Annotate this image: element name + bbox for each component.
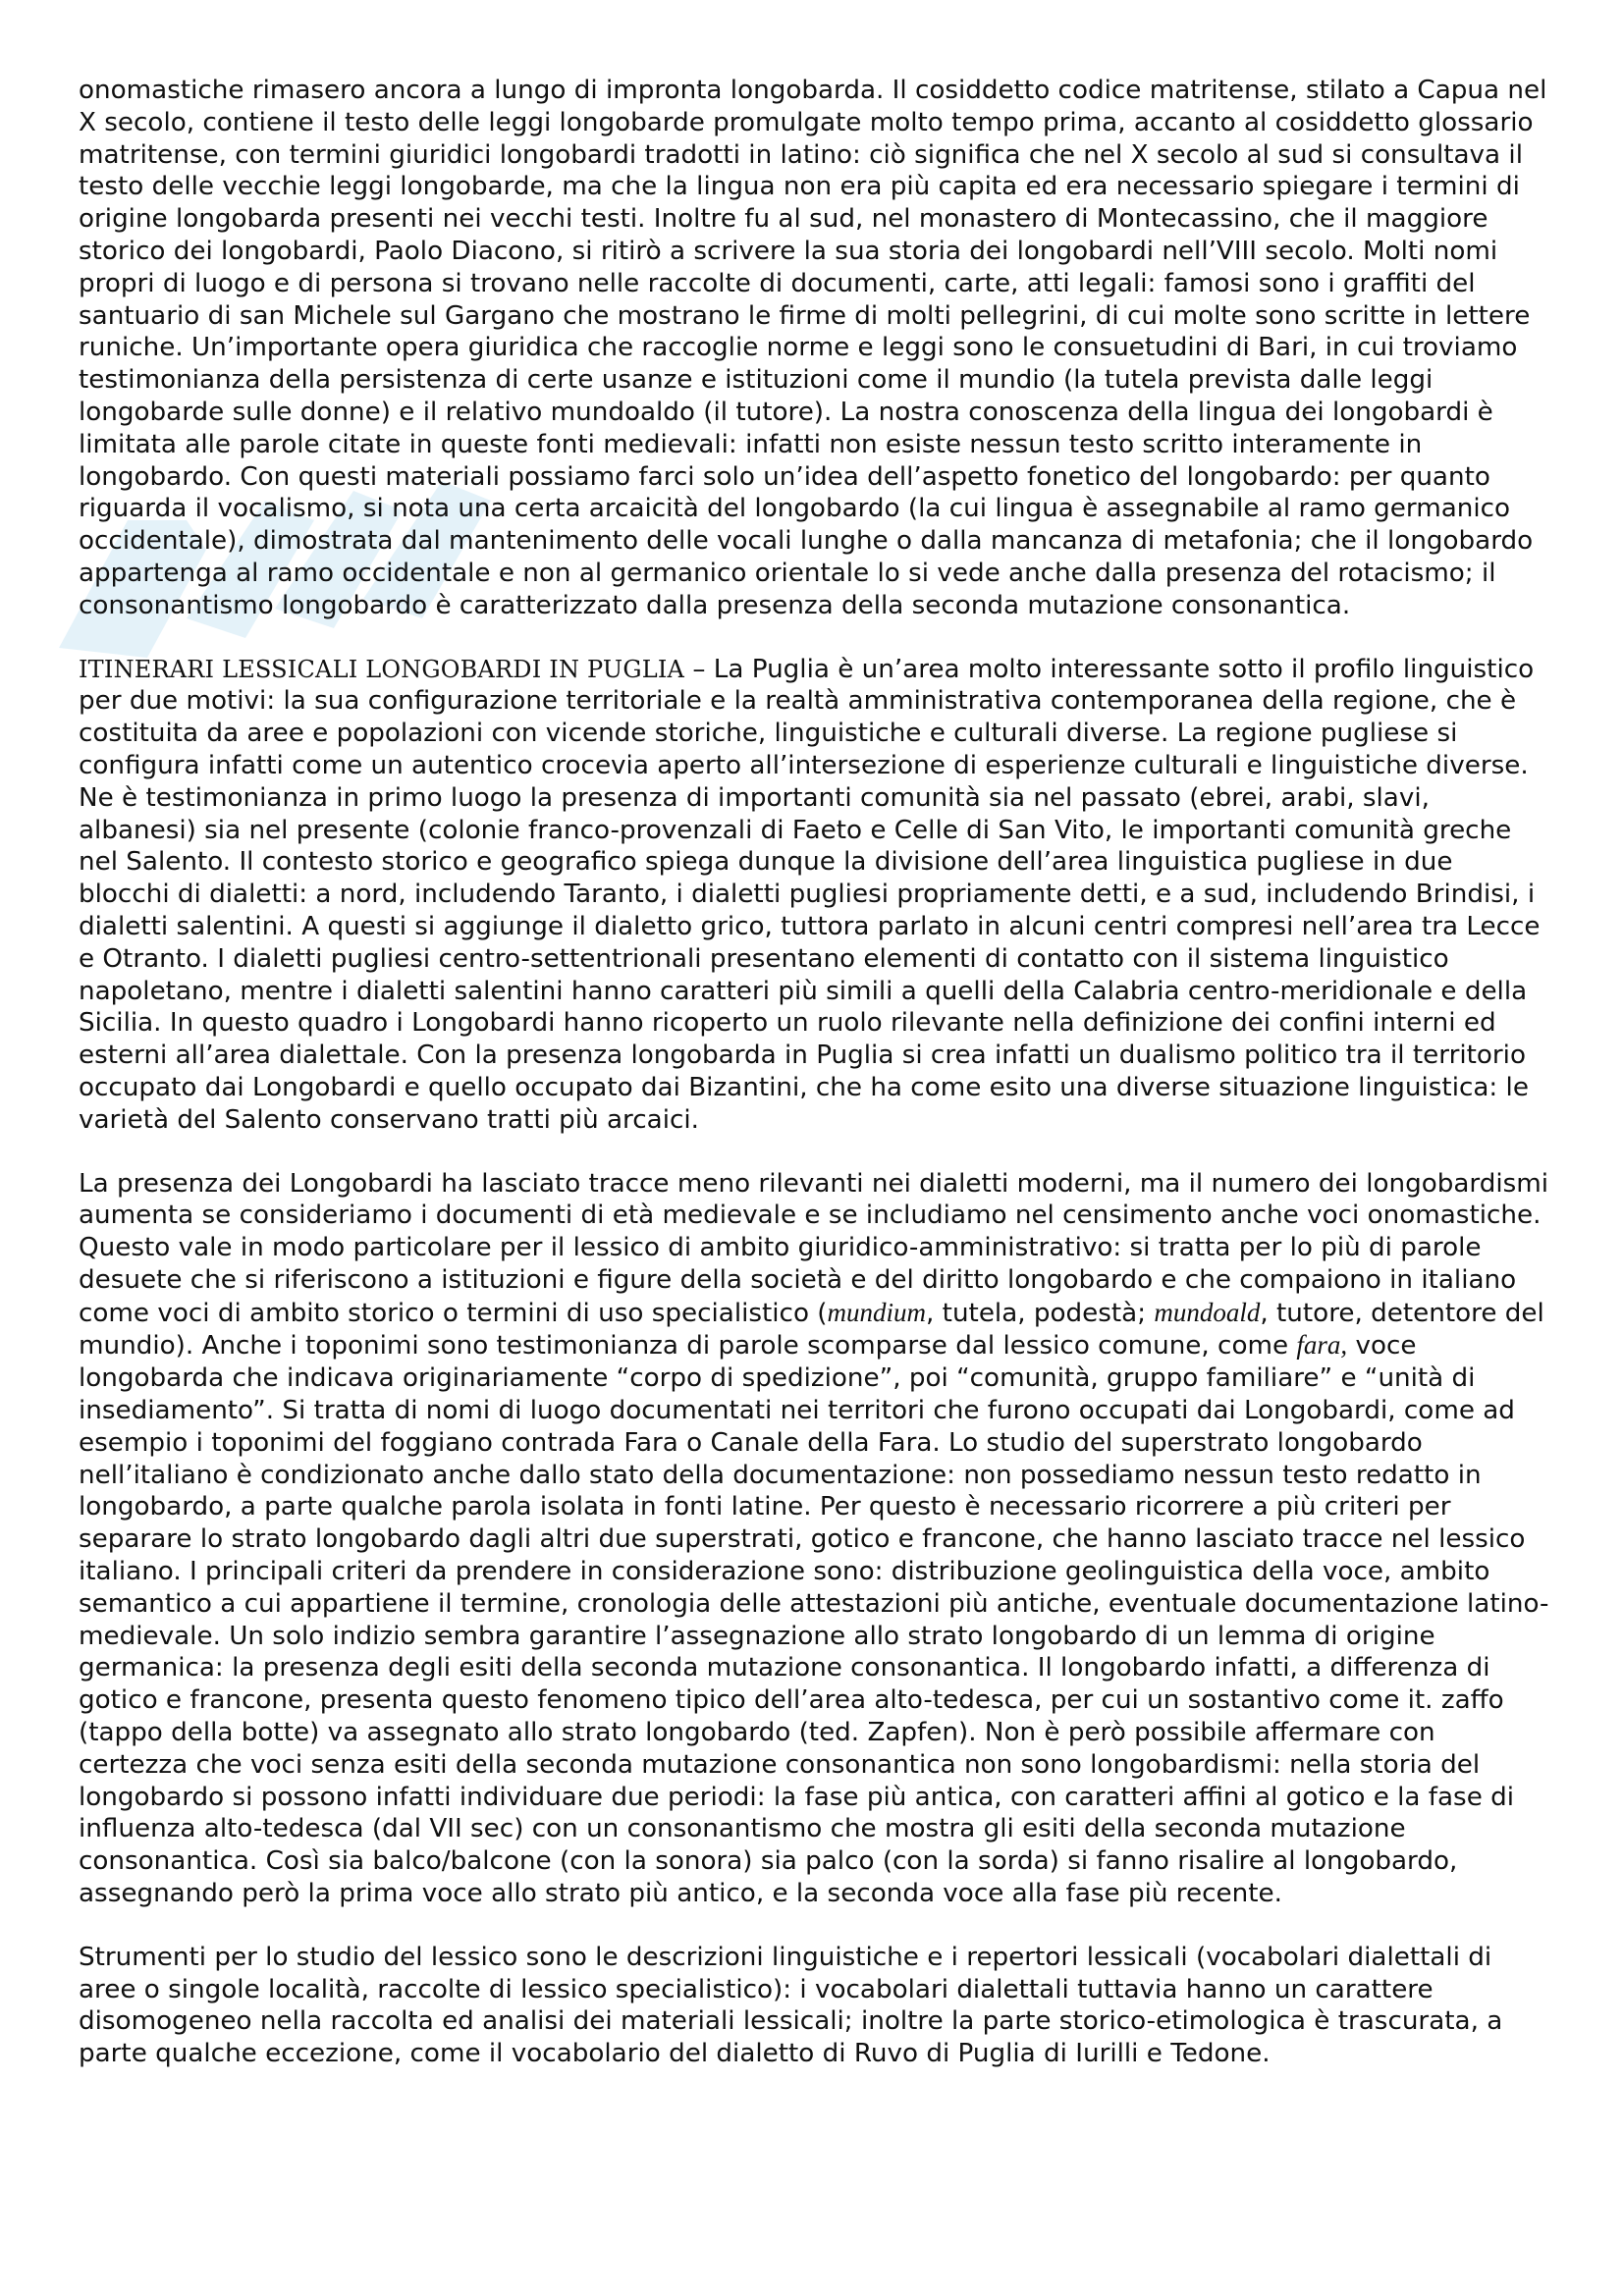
paragraph-4-text: Strumenti per lo studio del lessico sono le descrizioni linguistiche e i repertori lessicali (vocabolari dialettali di aree o singole località, raccolte di lessico specialistico): i vocabolari dialettali tuttavia hanno un carattere disomogeneo nella raccolta ed analisi dei materiali lessicali; inoltre la parte storico-etimologica è trascurata, a parte qualche eccezione, come il vocabolario del dialetto di Ruvo di Puglia di Iurilli e Tedone. [79,1942,1503,2069]
section-heading: ITINERARI LESSICALI LONGOBARDI IN PUGLIA [79,655,685,683]
paragraph-3 [79,1168,1551,1910]
term-mundium: mundium [827,1297,927,1327]
paragraph-1-text: onomastiche rimasero ancora a lungo di impronta longobarda. Il cosiddetto codice matritense, stilato a Capua nel X secolo, contiene il testo delle leggi longobarde promulgate molto tempo prima, accanto al cosiddetto glossario matritense, con termini giuridici longobardi tradotti in latino: ciò significa che nel X secolo al sud si consultava il testo delle vecchie leggi longobarde, ma che la lingua non era più capita ed era necessario spiegare i termini di origine longobarda presenti nei vecchi testi. Inoltre fu al sud, nel monastero di Montecassino, che il maggiore storico dei longobardi, Paolo Diacono, si ritirò a scrivere la sua storia dei longobardi nell’VIII secolo. Molti nomi propri di luogo e di persona si trovano nelle raccolte di documenti, carte, atti legali: famosi sono i graffiti del santuario di san Michele sul Gargano che mostrano le firme di molti pellegrini, di cui molte sono scritte in lettere runiche. Un’importante opera giuridica che raccoglie norme e leggi sono le consuetudini di Bari, in cui troviamo testimonianza della persistenza di certe usanze e istituzioni come il mundio (la tutela prevista dalle leggi longobarde sulle donne) e il relativo mundoaldo (il tutore). La nostra conoscenza della lingua dei longobardi è limitata alle parole citate in queste fonti medievali: infatti non esiste nessun testo scritto interamente in longobardo. Con questi materiali possiamo farci solo un’idea dell’aspetto fonetico del longobardo: per quanto riguarda il vocalismo, si nota una certa arcaicità del longobardo (la cui lingua è assegnabile al ramo germanico occidentale), dimostrata dal mantenimento delle vocali lunghe o dalla mancanza di metafonia; che il longobardo appartenga al ramo occidentale e non al germanico orientale lo si vede anche dalla presenza del rotacismo; il consonantismo longobardo è caratterizzato dalla presenza della seconda mutazione consonantica. [79,76,1547,620]
term-fara: fara, [1296,1330,1348,1361]
paragraph-3-text-a: La presenza dei Longobardi ha lasciato tracce meno rilevanti nei dialetti moderni, ma il numero dei longobardismi aumenta se consideriamo i documenti di età medievale e se includiamo nel censimento anche voci onomastiche. Questo vale in modo particolare per il lessico di ambito giuridico-amministrativo: si tratta per lo più di parole desuete che si riferiscono a istituzioni e figure della società e del diritto longobardo e che compaiono in italiano come voci di ambito storico o termini di uso specialistico ( [79,1168,1549,1328]
term-mundoald: mundoald [1154,1297,1261,1327]
paragraph-3-text-b: , tutela, podestà; [926,1298,1155,1328]
document-page [79,75,1551,2070]
paragraph-3-text-c: , tutore, detentore del mundio). Anche i toponimi sono testimonianza di parole scomparse dal lessico comune, come [79,1298,1544,1362]
paragraph-2-text: – La Puglia è un’area molto interessante sotto il profilo linguistico per due motivi: la sua configurazione territoriale e la realtà amministrativa contemporanea della regione, che è costituita da aree e popolazioni con vicende storiche, linguistiche e culturali diverse. La regione pugliese si configura infatti come un autentico crocevia aperto all’intersezione di esperienze culturali e linguistiche diverse. Ne è testimonianza in primo luogo la presenza di importanti comunità sia nel passato (ebrei, arabi, slavi, albanesi) sia nel presente (colonie franco-provenzali di Faeto e Celle di San Vito, le importanti comunità greche nel Salento. Il contesto storico e geografico spiega dunque la divisione dell’area linguistica pugliese in due blocchi di dialetti: a nord, includendo Taranto, i dialetti pugliesi propriamente detti, e a sud, includendo Brindisi, i dialetti salentini. A questi si aggiunge il dialetto grico, tuttora parlato in alcuni centri compresi nell’area tra Lecce e Otranto. I dialetti pugliesi centro-settentrionali presentano elementi di contatto con il sistema linguistico napoletano, mentre i dialetti salentini hanno caratteri più simili a quelli della Calabria centro-meridionale e della Sicilia. In questo quadro i Longobardi hanno ricoperto un ruolo rilevante nella definizione dei confini interni ed esterni all’area dialettale. Con la presenza longobarda in Puglia si crea infatti un dualismo politico tra il territorio occupato dai Longobardi e quello occupato dai Bizantini, che ha come esito una diverse situazione linguistica: le varietà del Salento conservano tratti più arcaici. [79,654,1541,1135]
paragraph-4 [79,1942,1551,2070]
paragraph-3-text-d: voce longobarda che indicava originariamente “corpo di spedizione”, poi “comunità, gruppo familiare” e “unità di insediamento”. Si tratta di nomi di luogo documentati nei territori che furono occupati dai Longobardi, come ad esempio i toponimi del foggiano contrada Fara o Canale della Fara. Lo studio del superstrato longobardo nell’italiano è condizionato anche dallo stato della documentazione: non possediamo nessun testo redatto in longobardo, a parte qualche parola isolata in fonti latine. Per questo è necessario ricorrere a più criteri per separare lo strato longobardo dagli altri due superstrati, gotico e francone, che hanno lasciato tracce nel lessico italiano. I principali criteri da prendere in considerazione sono: distribuzione geolinguistica della voce, ambito semantico a cui appartiene il termine, cronologia delle attestazioni più antiche, eventuale documentazione latino-medievale. Un solo indizio sembra garantire l’assegnazione allo strato longobardo di un lemma di origine germanica: la presenza degli esiti della seconda mutazione consonantica. Il longobardo infatti, a differenza di gotico e francone, presenta questo fenomeno tipico dell’area alto-tedesca, per cui un sostantivo come it. zaffo (tappo della botte) va assegnato allo strato longobardo (ted. Zapfen). Non è però possibile affermare con certezza che voci senza esiti della seconda mutazione consonantica non sono longobardismi: nella storia del longobardo si possono infatti individuare due periodi: la fase più antica, con caratteri affini al gotico e la fase di influenza alto-tedesca (dal VII sec) con un consonantismo che mostra gli esiti della seconda mutazione consonantica. Così sia balco/balcone (con la sonora) sia palco (con la sorda) si fanno risalire al longobardo, assegnando però la prima voce allo strato più antico, e la seconda voce alla fase più recente. [79,1331,1549,1909]
paragraph-2 [79,654,1551,1137]
paragraph-1 [79,75,1551,622]
